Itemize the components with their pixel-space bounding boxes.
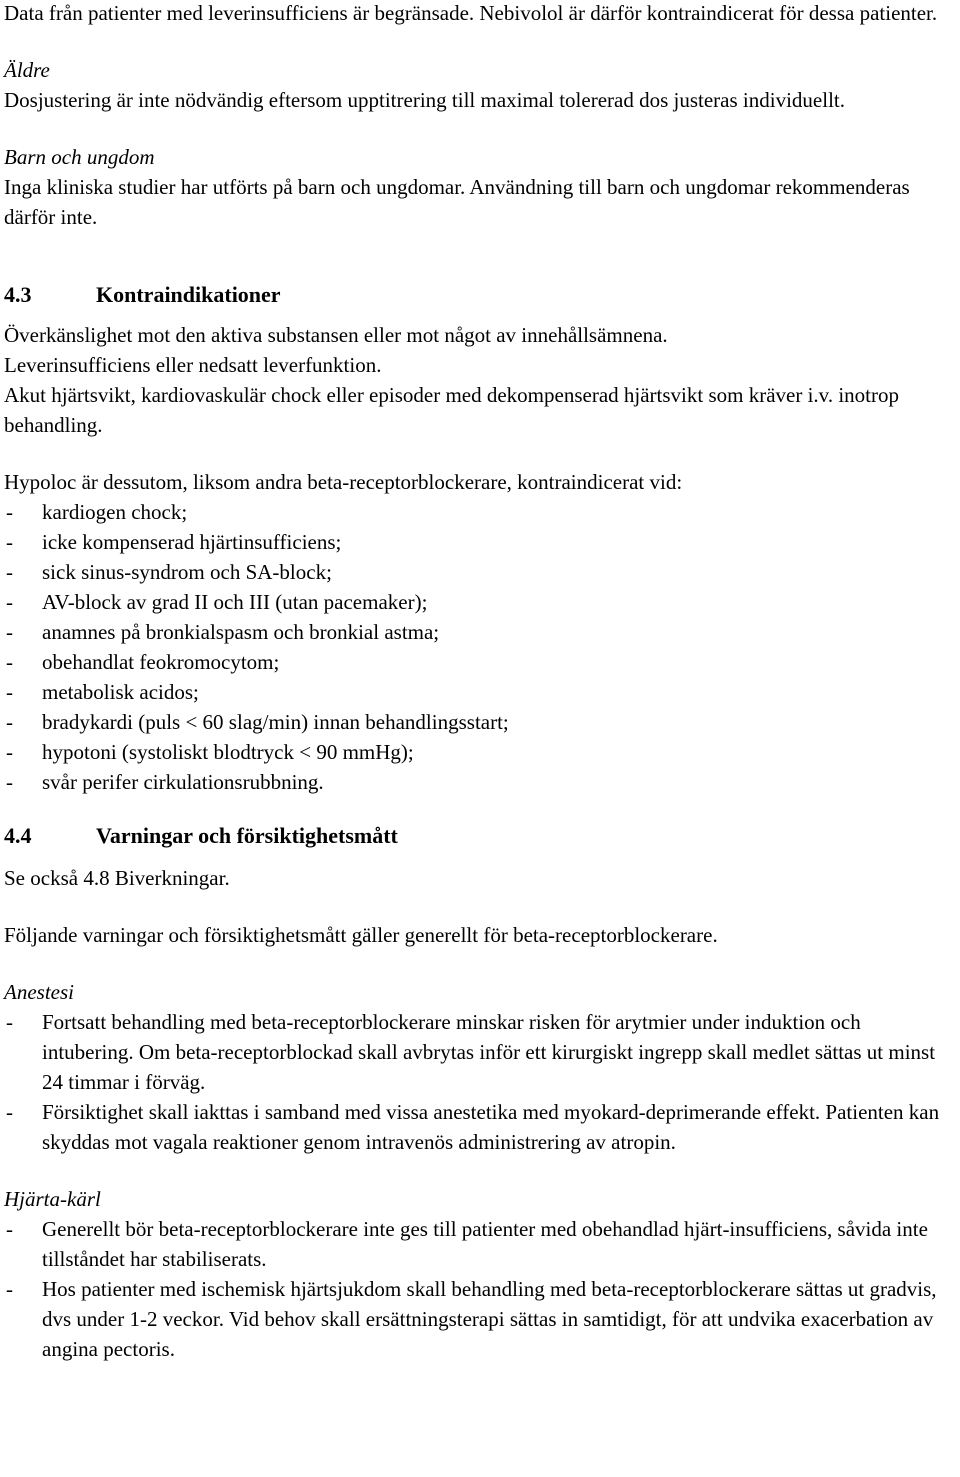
list-item: - AV-block av grad II och III (utan pacemaker); <box>4 587 956 617</box>
elderly-heading: Äldre <box>4 58 50 82</box>
see-also-text: Se också 4.8 Biverkningar. <box>4 866 230 890</box>
list-item: - Hos patienter med ischemisk hjärtsjukdom skall behandling med beta-receptorblockerare sättas ut gradvis, dvs under 1-2 veckor. Vid behov skall ersättningsterapi sättas in samtidigt, för att undvika exacerbation av angina pectoris. <box>4 1274 956 1364</box>
section-4-4-number: 4.4 <box>4 823 32 848</box>
contraindication-list <box>4 497 956 797</box>
section-4-3-heading <box>4 280 956 310</box>
list-item: - icke kompenserad hjärtinsufficiens; <box>4 527 956 557</box>
list-item: - kardiogen chock; <box>4 497 956 527</box>
section-4-4-title: Varningar och försiktighetsmått <box>96 823 398 848</box>
contraindication-line: Överkänslighet mot den aktiva substansen eller mot något av innehållsämnena. <box>4 323 668 347</box>
list-item: - anamnes på bronkialspasm och bronkial astma; <box>4 617 956 647</box>
liver-paragraph: Data från patienter med leverinsufficiens är begränsade. Nebivolol är därför kontraindicerat för dessa patienter. <box>4 1 938 25</box>
elderly-text: Dosjustering är inte nödvändig eftersom upptitrering till maximal tolererad dos justeras individuellt. <box>4 88 845 112</box>
list-item: - metabolisk acidos; <box>4 677 956 707</box>
list-item: - bradykardi (puls < 60 slag/min) innan behandlingsstart; <box>4 707 956 737</box>
list-item: - Försiktighet skall iakttas i samband med vissa anestetika med myokard-deprimerande effekt. Patienten kan skyddas mot vagala reaktioner genom intravenös administrering av atropin. <box>4 1097 956 1157</box>
cardio-list <box>4 1214 956 1364</box>
general-warning-text: Följande varningar och försiktighetsmått gäller generellt för beta-receptorblockerare. <box>4 923 718 947</box>
anesthesia-list <box>4 1007 956 1157</box>
section-4-4-heading <box>4 821 956 851</box>
contraindication-intro: Hypoloc är dessutom, liksom andra beta-receptorblockerare, kontraindicerat vid: <box>4 470 683 494</box>
section-4-3-title: Kontraindikationer <box>96 282 281 307</box>
children-text: Inga kliniska studier har utförts på barn och ungdomar. Användning till barn och ungdomar rekommenderas därför inte. <box>4 175 910 229</box>
section-4-3-number: 4.3 <box>4 282 32 307</box>
list-item: - hypotoni (systoliskt blodtryck < 90 mmHg); <box>4 737 956 767</box>
document-page <box>4 0 956 1364</box>
anesthesia-heading: Anestesi <box>4 980 74 1004</box>
contraindication-line: Akut hjärtsvikt, kardiovaskulär chock eller episoder med dekompenserad hjärtsvikt som kräver i.v. inotrop behandling. <box>4 383 899 437</box>
children-heading: Barn och ungdom <box>4 145 155 169</box>
list-item: - Generellt bör beta-receptorblockerare inte ges till patienter med obehandlad hjärt-insufficiens, såvida inte tillståndet har stabiliserats. <box>4 1214 956 1274</box>
cardio-heading: Hjärta-kärl <box>4 1187 101 1211</box>
list-item: - svår perifer cirkulationsrubbning. <box>4 767 956 797</box>
contraindication-line: Leverinsufficiens eller nedsatt leverfunktion. <box>4 353 382 377</box>
list-item: - sick sinus-syndrom och SA-block; <box>4 557 956 587</box>
list-item: - Fortsatt behandling med beta-receptorblockerare minskar risken för arytmier under induktion och intubering. Om beta-receptorblockad skall avbrytas inför ett kirurgiskt ingrepp skall medlet sättas ut minst 24 timmar i förväg. <box>4 1007 956 1097</box>
list-item: - obehandlat feokromocytom; <box>4 647 956 677</box>
